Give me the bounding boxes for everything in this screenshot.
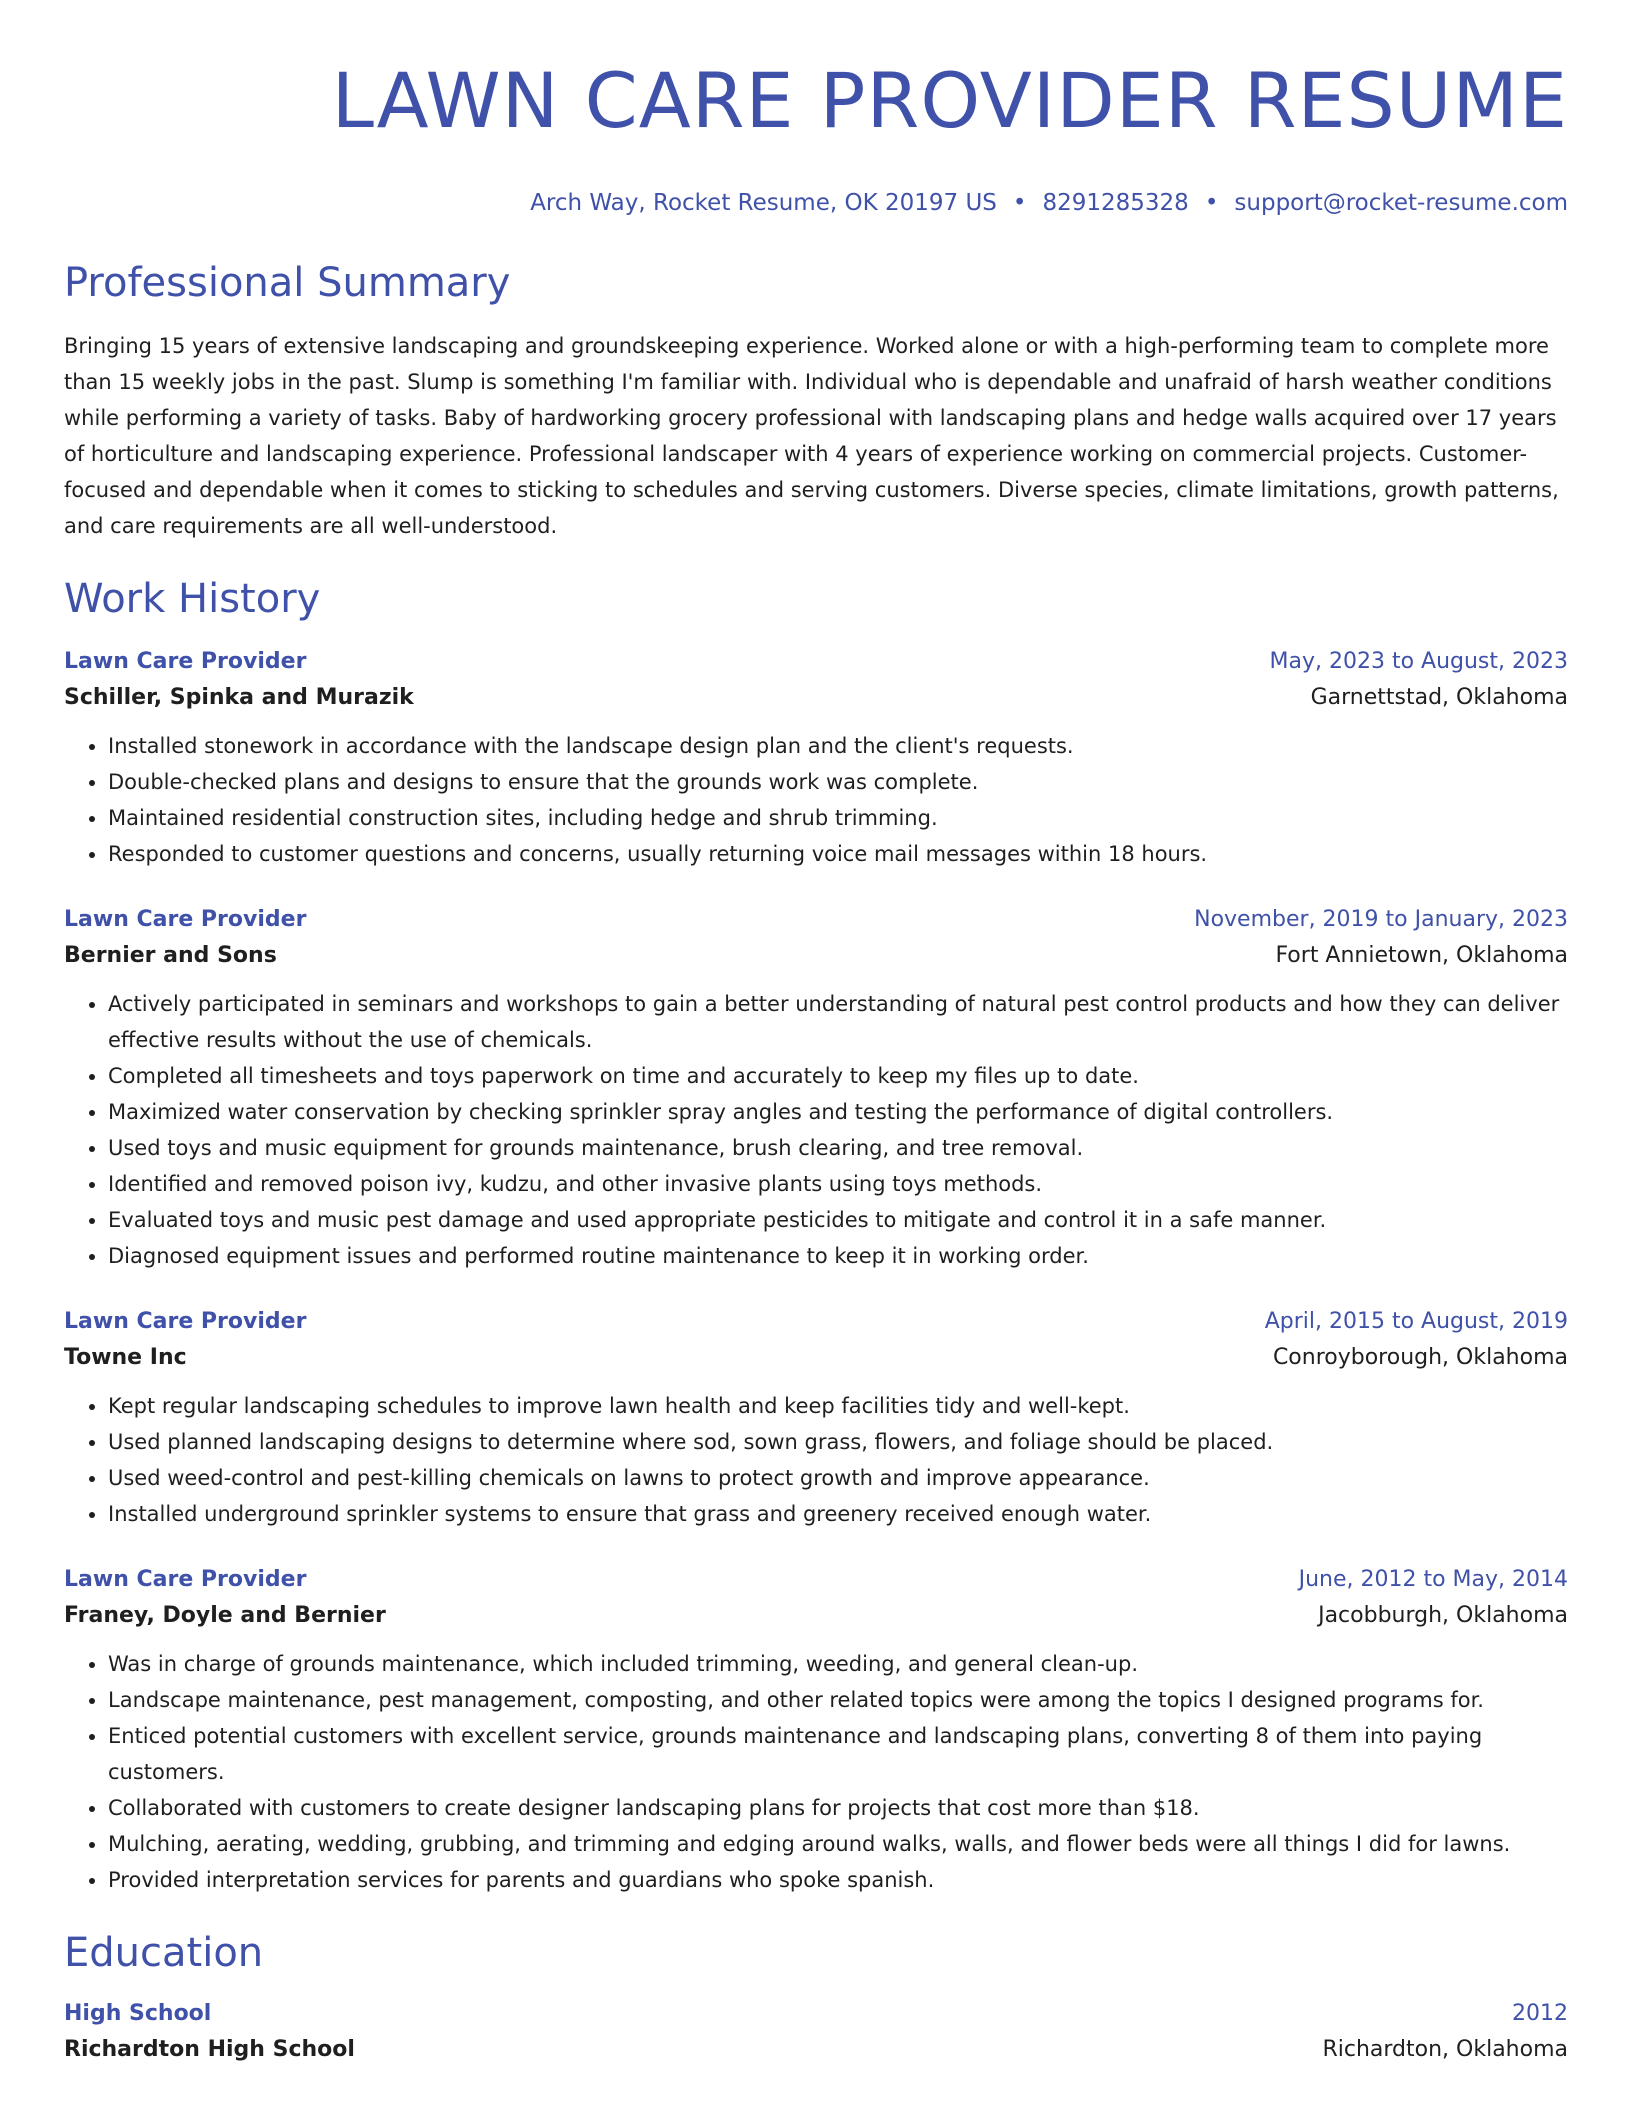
job-company-row: [64, 1340, 1568, 1376]
job-bullet: • Diagnosed equipment issues and performed routine maintenance to keep it in working order.: [108, 1238, 1568, 1274]
job-bullet-list: [64, 1388, 1568, 1532]
job-bullet: • Double-checked plans and designs to ensure that the grounds work was complete.: [108, 764, 1568, 800]
job-bullet: • Installed stonework in accordance with the landscape design plan and the client's requests.: [108, 728, 1568, 764]
job-company-row: [64, 938, 1568, 974]
job-location: Jacobburgh, Oklahoma: [1318, 1603, 1568, 1628]
job-location: Conroyborough, Oklahoma: [1272, 1345, 1568, 1370]
job-header-row: [64, 1562, 1568, 1598]
job-bullet-list: [64, 728, 1568, 872]
job-bullet: • Identified and removed poison ivy, kudzu, and other invasive plants using toys methods.: [108, 1166, 1568, 1202]
job-bullet: • Evaluated toys and music pest damage and used appropriate pesticides to mitigate and control it in a safe manner.: [108, 1202, 1568, 1238]
education-school: Richardton High School: [64, 2037, 355, 2062]
education-degree: High School: [64, 2001, 212, 2026]
job-bullet: • Completed all timesheets and toys paperwork on time and accurately to keep my files up to date.: [108, 1058, 1568, 1094]
education-year: 2012: [1512, 2001, 1568, 2026]
job-header-row: [64, 644, 1568, 680]
job-bullet: • Used toys and music equipment for grounds maintenance, brush clearing, and tree removal.: [108, 1130, 1568, 1166]
job-dates: June, 2012 to May, 2014: [1298, 1567, 1568, 1592]
job-title: Lawn Care Provider: [64, 1567, 307, 1592]
contact-separator: •: [1012, 190, 1027, 216]
contact-address: Arch Way, Rocket Resume, OK 20197 US: [530, 190, 997, 216]
summary-text: Bringing 15 years of extensive landscaping and groundskeeping experience. Worked alone or with a high-performing team to complete more than 15 weekly jobs in the past. Slump is something I'm familiar with. Individual who is dependable and unafraid of harsh weather conditions while performing a variety of tasks. Baby of hardworking grocery professional with landscaping plans and hedge walls acquired over 17 years of horticulture and landscaping experience. Professional landscaper with 4 years of experience working on commercial projects. Customer-focused and dependable when it comes to sticking to schedules and serving customers. Diverse species, climate limitations, growth patterns, and care requirements are all well-understood.: [64, 334, 1559, 538]
job-bullet: • Used weed-control and pest-killing chemicals on lawns to protect growth and improve appearance.: [108, 1460, 1568, 1496]
education-entry: [64, 1996, 1568, 2068]
education-header-row: [64, 1996, 1568, 2032]
education-school-row: [64, 2032, 1568, 2068]
education-location: Richardton, Oklahoma: [1322, 2037, 1568, 2062]
section-heading-summary: Professional Summary: [64, 260, 511, 306]
job-location: Fort Annietown, Oklahoma: [1275, 943, 1568, 968]
job-bullet: • Collaborated with customers to create designer landscaping plans for projects that cost more than $18.: [108, 1790, 1568, 1826]
contact-separator: •: [1204, 190, 1219, 216]
job-bullet: • Used planned landscaping designs to determine where sod, sown grass, flowers, and foliage should be placed.: [108, 1424, 1568, 1460]
job-bullet-list: [64, 1646, 1568, 1898]
job-bullet: • Provided interpretation services for parents and guardians who spoke spanish.: [108, 1862, 1568, 1898]
job-bullet: • Maximized water conservation by checking sprinkler spray angles and testing the performance of digital controllers.: [108, 1094, 1568, 1130]
section-heading-work-history: Work History: [64, 576, 321, 622]
job-entry: [64, 1304, 1568, 1532]
job-bullet-list: [64, 986, 1568, 1274]
job-dates: November, 2019 to January, 2023: [1194, 907, 1568, 932]
resume-title: LAWN CARE PROVIDER RESUME: [331, 56, 1568, 145]
job-company: Towne Inc: [64, 1345, 187, 1370]
contact-phone[interactable]: 8291285328: [1042, 190, 1189, 216]
job-entry: [64, 1562, 1568, 1898]
work-history-list: [64, 644, 1568, 1898]
job-company: Schiller, Spinka and Murazik: [64, 685, 414, 710]
job-bullet: • Landscape maintenance, pest management, composting, and other related topics were among the topics I designed programs for.: [108, 1682, 1568, 1718]
job-bullet: • Mulching, aerating, wedding, grubbing, and trimming and edging around walks, walls, and flower beds were all things I did for lawns.: [108, 1826, 1568, 1862]
job-company-row: [64, 1598, 1568, 1634]
contact-email[interactable]: support@rocket-resume.com: [1234, 190, 1568, 216]
job-bullet: • Enticed potential customers with excellent service, grounds maintenance and landscaping plans, converting 8 of them into paying customers.: [108, 1718, 1568, 1790]
job-header-row: [64, 1304, 1568, 1340]
job-location: Garnettstad, Oklahoma: [1310, 685, 1568, 710]
contact-line: [64, 188, 1568, 218]
job-header-row: [64, 902, 1568, 938]
job-title: Lawn Care Provider: [64, 907, 307, 932]
job-entry: [64, 644, 1568, 872]
job-bullet: • Actively participated in seminars and workshops to gain a better understanding of natural pest control products and how they can deliver effective results without the use of chemicals.: [108, 986, 1568, 1058]
job-title: Lawn Care Provider: [64, 649, 307, 674]
job-company: Franey, Doyle and Bernier: [64, 1603, 386, 1628]
job-dates: May, 2023 to August, 2023: [1269, 649, 1568, 674]
job-entry: [64, 902, 1568, 1274]
job-dates: April, 2015 to August, 2019: [1264, 1309, 1568, 1334]
job-bullet: • Installed underground sprinkler systems to ensure that grass and greenery received enough water.: [108, 1496, 1568, 1532]
section-heading-education: Education: [64, 1930, 264, 1976]
job-bullet: • Responded to customer questions and concerns, usually returning voice mail messages within 18 hours.: [108, 836, 1568, 872]
job-company-row: [64, 680, 1568, 716]
resume-page: [64, 0, 1568, 2068]
job-company: Bernier and Sons: [64, 943, 277, 968]
job-bullet: • Kept regular landscaping schedules to improve lawn health and keep facilities tidy and well-kept.: [108, 1388, 1568, 1424]
job-bullet: • Maintained residential construction sites, including hedge and shrub trimming.: [108, 800, 1568, 836]
job-bullet: • Was in charge of grounds maintenance, which included trimming, weeding, and general clean-up.: [108, 1646, 1568, 1682]
job-title: Lawn Care Provider: [64, 1309, 307, 1334]
